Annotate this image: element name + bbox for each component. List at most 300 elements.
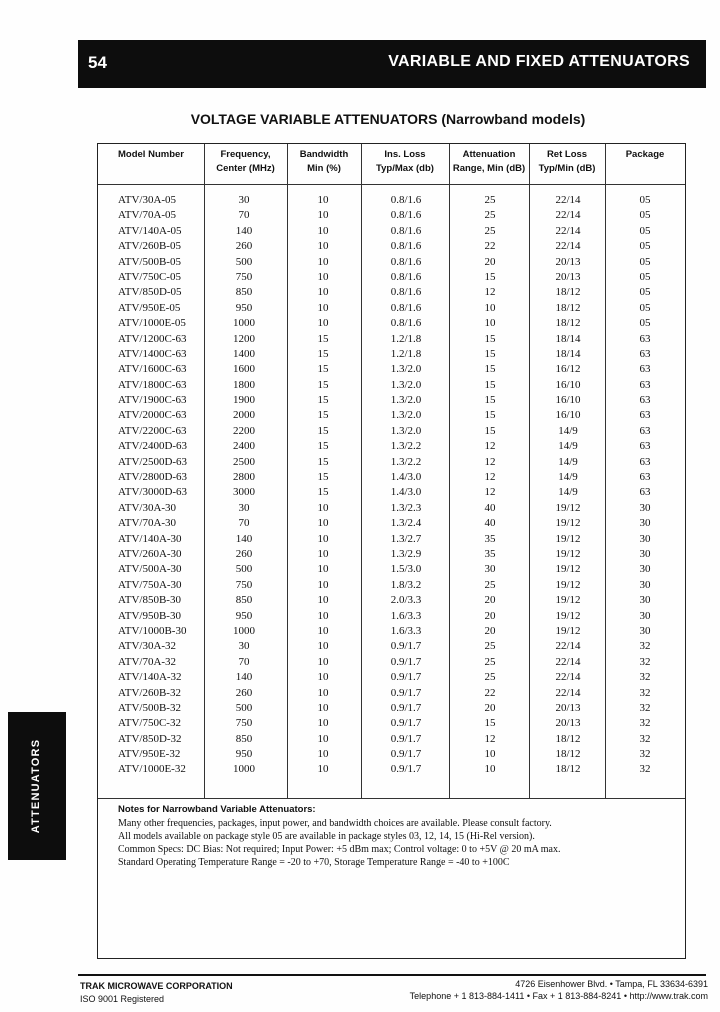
cell-bandwidth: 10 <box>317 547 329 560</box>
cell-package: 32 <box>639 655 651 668</box>
cell-ins-loss: 1.3/2.2 <box>390 455 422 468</box>
cell-bandwidth: 10 <box>317 717 329 730</box>
cell-package: 63 <box>639 378 651 391</box>
table-row <box>98 378 685 393</box>
cell-bandwidth: 10 <box>317 240 329 253</box>
cell-ins-loss: 1.3/2.0 <box>390 378 422 391</box>
cell-model-number: ATV/500B-05 <box>118 255 181 268</box>
cell-frequency: 260 <box>235 240 253 253</box>
cell-bandwidth: 10 <box>317 748 329 761</box>
cell-frequency: 950 <box>235 301 253 314</box>
cell-bandwidth: 10 <box>317 224 329 237</box>
footer-left <box>80 980 233 1006</box>
cell-attenuation: 12 <box>484 732 496 745</box>
cell-ins-loss: 1.8/3.2 <box>390 578 422 591</box>
cell-package: 63 <box>639 409 651 422</box>
cell-bandwidth: 15 <box>317 471 329 484</box>
table-row <box>98 193 685 208</box>
cell-bandwidth: 10 <box>317 624 329 637</box>
cell-ret-loss: 14/9 <box>558 455 578 468</box>
cell-ret-loss: 18/12 <box>555 732 581 745</box>
table-row <box>98 686 685 701</box>
cell-ret-loss: 16/10 <box>555 394 581 407</box>
cell-model-number: ATV/260A-30 <box>118 547 182 560</box>
cell-attenuation: 35 <box>484 547 496 560</box>
cell-model-number: ATV/30A-30 <box>118 501 177 514</box>
cell-attenuation: 20 <box>484 609 496 622</box>
cell-ins-loss: 0.9/1.7 <box>390 717 422 730</box>
table-row <box>98 316 685 331</box>
cell-package: 32 <box>639 732 651 745</box>
side-tab-label: ATTENUATORS <box>30 738 42 834</box>
cell-package: 32 <box>639 717 651 730</box>
footer-right <box>410 978 708 1002</box>
cell-bandwidth: 10 <box>317 578 329 591</box>
table-rule <box>98 798 685 799</box>
cell-package: 63 <box>639 424 651 437</box>
cell-attenuation: 15 <box>484 332 496 345</box>
cell-ret-loss: 22/14 <box>555 224 581 237</box>
cell-frequency: 1600 <box>233 363 255 376</box>
table-row <box>98 270 685 285</box>
cell-bandwidth: 15 <box>317 378 329 391</box>
cell-attenuation: 15 <box>484 717 496 730</box>
cell-attenuation: 25 <box>484 655 496 668</box>
cell-bandwidth: 10 <box>317 255 329 268</box>
cell-attenuation: 15 <box>484 270 496 283</box>
cell-ins-loss: 0.9/1.7 <box>390 655 422 668</box>
table-row <box>98 501 685 516</box>
cell-model-number: ATV/2500D-63 <box>118 455 188 468</box>
cell-frequency: 750 <box>235 270 253 283</box>
cell-ins-loss: 1.3/2.9 <box>390 547 422 560</box>
table-row <box>98 485 685 500</box>
cell-frequency: 1000 <box>233 317 255 330</box>
col-header-ret-loss: Ret Loss Typ/Min (dB) <box>538 149 596 174</box>
cell-ins-loss: 1.3/2.7 <box>390 532 422 545</box>
cell-ret-loss: 18/12 <box>555 763 581 776</box>
cell-attenuation: 10 <box>484 317 496 330</box>
cell-ret-loss: 22/14 <box>555 640 581 653</box>
col-header-frequency: Frequency, Center (MHz) <box>216 149 275 174</box>
cell-ret-loss: 14/9 <box>558 440 578 453</box>
cell-attenuation: 15 <box>484 347 496 360</box>
cell-ret-loss: 18/14 <box>555 332 581 345</box>
cell-package: 05 <box>639 286 651 299</box>
table-row <box>98 732 685 747</box>
cell-model-number: ATV/750C-05 <box>118 270 181 283</box>
cell-ret-loss: 14/9 <box>558 471 578 484</box>
cell-bandwidth: 15 <box>317 394 329 407</box>
cell-model-number: ATV/30A-05 <box>118 194 177 206</box>
cell-ret-loss: 22/14 <box>555 194 581 206</box>
col-header-attenuation: Attenuation Range, Min (dB) <box>452 149 526 174</box>
cell-frequency: 1400 <box>233 347 255 360</box>
cell-package: 32 <box>639 686 651 699</box>
cell-ret-loss: 20/13 <box>555 701 581 714</box>
cell-frequency: 30 <box>238 640 250 653</box>
cell-frequency: 140 <box>235 532 253 545</box>
cell-model-number: ATV/2400D-63 <box>118 440 188 453</box>
cell-ins-loss: 0.8/1.6 <box>390 270 422 283</box>
cell-package: 63 <box>639 394 651 407</box>
cell-bandwidth: 15 <box>317 363 329 376</box>
cell-ins-loss: 0.9/1.7 <box>390 640 422 653</box>
cell-ret-loss: 14/9 <box>558 486 578 499</box>
table-row <box>98 670 685 685</box>
cell-attenuation: 15 <box>484 394 496 407</box>
cell-attenuation: 15 <box>484 363 496 376</box>
cell-package: 30 <box>639 609 651 622</box>
cell-frequency: 850 <box>235 594 253 607</box>
cell-ins-loss: 0.9/1.7 <box>390 763 422 776</box>
cell-package: 30 <box>639 624 651 637</box>
cell-bandwidth: 15 <box>317 332 329 345</box>
cell-attenuation: 30 <box>484 563 496 576</box>
cell-ins-loss: 0.8/1.6 <box>390 301 422 314</box>
cell-ins-loss: 1.2/1.8 <box>390 347 422 360</box>
cell-attenuation: 20 <box>484 701 496 714</box>
header-rule <box>98 184 685 185</box>
cell-attenuation: 22 <box>484 686 496 699</box>
cell-attenuation: 25 <box>484 224 496 237</box>
cell-ins-loss: 2.0/3.3 <box>390 594 422 607</box>
cell-ins-loss: 1.6/3.3 <box>390 624 422 637</box>
cell-package: 32 <box>639 671 651 684</box>
table-row <box>98 347 685 362</box>
table-row <box>98 624 685 639</box>
cell-bandwidth: 10 <box>317 286 329 299</box>
cell-model-number: ATV/500A-30 <box>118 563 182 576</box>
cell-frequency: 30 <box>238 501 250 514</box>
cell-package: 63 <box>639 486 651 499</box>
cell-model-number: ATV/950E-05 <box>118 301 181 314</box>
cell-attenuation: 25 <box>484 671 496 684</box>
col-header-model: Model Number <box>118 149 184 160</box>
cell-attenuation: 12 <box>484 286 496 299</box>
company-address: 4726 Eisenhower Blvd. • Tampa, FL 33634-6391 <box>515 979 708 989</box>
cell-attenuation: 22 <box>484 240 496 253</box>
cell-ret-loss: 19/12 <box>555 532 581 545</box>
cell-package: 05 <box>639 255 651 268</box>
cell-ins-loss: 1.3/2.0 <box>390 394 422 407</box>
cell-model-number: ATV/3000D-63 <box>118 486 188 499</box>
cell-ret-loss: 19/12 <box>555 501 581 514</box>
table-row <box>98 639 685 654</box>
cell-ret-loss: 22/14 <box>555 686 581 699</box>
cell-ins-loss: 0.8/1.6 <box>390 255 422 268</box>
cell-attenuation: 10 <box>484 301 496 314</box>
cell-bandwidth: 15 <box>317 486 329 499</box>
cell-bandwidth: 10 <box>317 701 329 714</box>
table-row <box>98 470 685 485</box>
cell-attenuation: 35 <box>484 532 496 545</box>
table-row <box>98 362 685 377</box>
cell-package: 30 <box>639 594 651 607</box>
cell-ret-loss: 19/12 <box>555 594 581 607</box>
cell-ret-loss: 22/14 <box>555 655 581 668</box>
cell-model-number: ATV/1600C-63 <box>118 363 187 376</box>
cell-ret-loss: 19/12 <box>555 609 581 622</box>
cell-frequency: 140 <box>235 224 253 237</box>
page-number: 54 <box>88 53 107 72</box>
cell-ins-loss: 0.8/1.6 <box>390 286 422 299</box>
header-title: VARIABLE AND FIXED ATTENUATORS <box>388 53 690 70</box>
cell-attenuation: 15 <box>484 409 496 422</box>
cell-bandwidth: 10 <box>317 609 329 622</box>
cell-ins-loss: 1.4/3.0 <box>390 486 422 499</box>
table-row <box>98 424 685 439</box>
cell-ret-loss: 18/12 <box>555 317 581 330</box>
col-header-package: Package <box>625 149 665 160</box>
table-row <box>98 609 685 624</box>
cell-model-number: ATV/2000C-63 <box>118 409 187 422</box>
cell-bandwidth: 10 <box>317 686 329 699</box>
cell-ins-loss: 1.5/3.0 <box>390 563 422 576</box>
table-row <box>98 747 685 762</box>
table-row <box>98 562 685 577</box>
table-row <box>98 285 685 300</box>
cell-attenuation: 15 <box>484 424 496 437</box>
cell-model-number: ATV/140A-32 <box>118 671 182 684</box>
cell-model-number: ATV/1200C-63 <box>118 332 187 345</box>
section-title: VOLTAGE VARIABLE ATTENUATORS (Narrowband models) <box>190 111 586 127</box>
cell-model-number: ATV/70A-05 <box>118 209 177 222</box>
cell-ret-loss: 22/14 <box>555 209 581 222</box>
cell-package: 05 <box>639 194 651 206</box>
cell-attenuation: 12 <box>484 486 496 499</box>
cell-model-number: ATV/1000E-32 <box>118 763 186 776</box>
notes-title: Notes for Narrowband Variable Attenuators: <box>118 804 316 815</box>
cell-frequency: 70 <box>238 517 250 530</box>
cell-ins-loss: 0.8/1.6 <box>390 194 422 206</box>
col-header-bandwidth: Bandwidth Min (%) <box>299 149 349 174</box>
cell-package: 30 <box>639 532 651 545</box>
cell-bandwidth: 10 <box>317 301 329 314</box>
cell-package: 05 <box>639 224 651 237</box>
cell-frequency: 140 <box>235 671 253 684</box>
cell-ins-loss: 0.9/1.7 <box>390 748 422 761</box>
cell-bandwidth: 10 <box>317 501 329 514</box>
side-tab <box>8 712 66 860</box>
cell-frequency: 1000 <box>233 624 255 637</box>
cell-attenuation: 25 <box>484 194 496 206</box>
cell-model-number: ATV/850B-30 <box>118 594 181 607</box>
cell-ret-loss: 20/13 <box>555 255 581 268</box>
cell-ret-loss: 19/12 <box>555 624 581 637</box>
cell-frequency: 950 <box>235 748 253 761</box>
cell-ins-loss: 0.8/1.6 <box>390 240 422 253</box>
cell-ret-loss: 18/12 <box>555 301 581 314</box>
table-row <box>98 593 685 608</box>
cell-ins-loss: 1.3/2.0 <box>390 424 422 437</box>
cell-package: 05 <box>639 317 651 330</box>
cell-ins-loss: 0.8/1.6 <box>390 317 422 330</box>
cell-ins-loss: 1.2/1.8 <box>390 332 422 345</box>
cell-frequency: 850 <box>235 732 253 745</box>
cell-package: 63 <box>639 332 651 345</box>
cell-package: 30 <box>639 578 651 591</box>
cell-ins-loss: 0.8/1.6 <box>390 224 422 237</box>
table-row <box>98 224 685 239</box>
cell-model-number: ATV/750C-32 <box>118 717 181 730</box>
table-body <box>98 193 685 778</box>
cell-model-number: ATV/950B-30 <box>118 609 181 622</box>
cell-frequency: 2500 <box>233 455 255 468</box>
cell-attenuation: 40 <box>484 501 496 514</box>
cell-frequency: 950 <box>235 609 253 622</box>
cell-attenuation: 20 <box>484 255 496 268</box>
cell-bandwidth: 10 <box>317 640 329 653</box>
cell-frequency: 1900 <box>233 394 255 407</box>
cell-model-number: ATV/2200C-63 <box>118 424 187 437</box>
cell-ret-loss: 14/9 <box>558 424 578 437</box>
col-header-ins-loss: Ins. Loss Typ/Max (db) <box>376 149 434 174</box>
cell-bandwidth: 15 <box>317 440 329 453</box>
cell-attenuation: 25 <box>484 640 496 653</box>
header-bar <box>78 40 706 88</box>
cell-model-number: ATV/260B-05 <box>118 240 181 253</box>
cell-frequency: 750 <box>235 578 253 591</box>
cell-ret-loss: 16/10 <box>555 409 581 422</box>
cell-attenuation: 15 <box>484 378 496 391</box>
cell-bandwidth: 10 <box>317 763 329 776</box>
cell-attenuation: 20 <box>484 624 496 637</box>
cell-attenuation: 25 <box>484 578 496 591</box>
cell-model-number: ATV/950E-32 <box>118 748 181 761</box>
cell-model-number: ATV/1000E-05 <box>118 317 186 330</box>
cell-bandwidth: 15 <box>317 409 329 422</box>
cell-ret-loss: 19/12 <box>555 547 581 560</box>
cell-ret-loss: 19/12 <box>555 578 581 591</box>
cell-model-number: ATV/850D-05 <box>118 286 182 299</box>
cell-bandwidth: 10 <box>317 532 329 545</box>
cell-attenuation: 10 <box>484 763 496 776</box>
cell-package: 30 <box>639 501 651 514</box>
cell-ins-loss: 0.9/1.7 <box>390 732 422 745</box>
table-row <box>98 301 685 316</box>
cell-attenuation: 20 <box>484 594 496 607</box>
cell-model-number: ATV/70A-32 <box>118 655 177 668</box>
cell-attenuation: 10 <box>484 748 496 761</box>
table-row <box>98 516 685 531</box>
cell-ret-loss: 20/13 <box>555 270 581 283</box>
cell-ret-loss: 16/12 <box>555 363 581 376</box>
cell-ins-loss: 1.3/2.0 <box>390 409 422 422</box>
cell-package: 05 <box>639 240 651 253</box>
cell-bandwidth: 10 <box>317 270 329 283</box>
cell-model-number: ATV/30A-32 <box>118 640 177 653</box>
cell-frequency: 2200 <box>233 424 255 437</box>
cell-package: 32 <box>639 763 651 776</box>
cell-bandwidth: 10 <box>317 517 329 530</box>
cell-ins-loss: 1.4/3.0 <box>390 471 422 484</box>
table-row <box>98 439 685 454</box>
cell-frequency: 1000 <box>233 763 255 776</box>
table-row <box>98 255 685 270</box>
cell-bandwidth: 10 <box>317 563 329 576</box>
note-line: All models available on package style 05 are available in package styles 03, 12, 14, 15 (Hi-Rel version). <box>118 831 535 842</box>
notes <box>118 804 678 869</box>
cell-frequency: 260 <box>235 686 253 699</box>
cell-ins-loss: 1.6/3.3 <box>390 609 422 622</box>
cell-model-number: ATV/500B-32 <box>118 701 181 714</box>
cell-ins-loss: 1.3/2.3 <box>390 501 422 514</box>
cell-package: 32 <box>639 748 651 761</box>
cell-frequency: 70 <box>238 655 250 668</box>
cell-bandwidth: 10 <box>317 194 329 206</box>
cell-package: 30 <box>639 517 651 530</box>
table-row <box>98 762 685 777</box>
cell-model-number: ATV/140A-30 <box>118 532 182 545</box>
note-line: Standard Operating Temperature Range = -20 to +70, Storage Temperature Range = -40 to +100C <box>118 857 510 868</box>
cell-bandwidth: 10 <box>317 594 329 607</box>
cell-frequency: 3000 <box>233 486 255 499</box>
cell-package: 63 <box>639 363 651 376</box>
cell-package: 63 <box>639 440 651 453</box>
iso-registration: ISO 9001 Registered <box>80 994 165 1004</box>
cell-model-number: ATV/70A-30 <box>118 517 177 530</box>
cell-frequency: 30 <box>238 194 250 206</box>
note-line: Common Specs: DC Bias: Not required; Input Power: +5 dBm max; Control voltage: 0 to +5V @ 20 mA max. <box>118 844 561 855</box>
cell-package: 63 <box>639 455 651 468</box>
table-row <box>98 239 685 254</box>
cell-bandwidth: 15 <box>317 424 329 437</box>
table-row <box>98 208 685 223</box>
cell-package: 05 <box>639 270 651 283</box>
cell-model-number: ATV/1400C-63 <box>118 347 187 360</box>
cell-frequency: 70 <box>238 209 250 222</box>
cell-ret-loss: 18/12 <box>555 748 581 761</box>
footer-rule <box>78 974 706 976</box>
cell-package: 05 <box>639 209 651 222</box>
cell-frequency: 500 <box>235 563 253 576</box>
cell-package: 32 <box>639 640 651 653</box>
cell-frequency: 2000 <box>233 409 255 422</box>
cell-attenuation: 12 <box>484 455 496 468</box>
cell-ins-loss: 0.9/1.7 <box>390 701 422 714</box>
cell-ret-loss: 16/10 <box>555 378 581 391</box>
cell-package: 32 <box>639 701 651 714</box>
cell-ret-loss: 22/14 <box>555 240 581 253</box>
table-row <box>98 332 685 347</box>
cell-bandwidth: 10 <box>317 671 329 684</box>
cell-ins-loss: 0.9/1.7 <box>390 686 422 699</box>
cell-ret-loss: 18/12 <box>555 286 581 299</box>
cell-ret-loss: 19/12 <box>555 517 581 530</box>
cell-bandwidth: 10 <box>317 317 329 330</box>
cell-bandwidth: 15 <box>317 347 329 360</box>
cell-ins-loss: 1.3/2.0 <box>390 363 422 376</box>
cell-attenuation: 12 <box>484 440 496 453</box>
note-line: Many other frequencies, packages, input power, and bandwidth choices are available. Please consult factory. <box>118 818 552 829</box>
attenuator-table <box>97 143 686 959</box>
company-contact: Telephone + 1 813-884-1411 • Fax + 1 813-884-8241 • http://www.trak.com <box>409 991 708 1001</box>
cell-ins-loss: 0.8/1.6 <box>390 209 422 222</box>
cell-model-number: ATV/1000B-30 <box>118 624 187 637</box>
cell-model-number: ATV/850D-32 <box>118 732 182 745</box>
table-row <box>98 655 685 670</box>
cell-frequency: 750 <box>235 717 253 730</box>
table-row <box>98 547 685 562</box>
cell-frequency: 1200 <box>233 332 255 345</box>
cell-frequency: 500 <box>235 701 253 714</box>
cell-attenuation: 12 <box>484 471 496 484</box>
cell-attenuation: 40 <box>484 517 496 530</box>
cell-ret-loss: 22/14 <box>555 671 581 684</box>
cell-model-number: ATV/1800C-63 <box>118 378 187 391</box>
cell-ins-loss: 1.3/2.2 <box>390 440 422 453</box>
